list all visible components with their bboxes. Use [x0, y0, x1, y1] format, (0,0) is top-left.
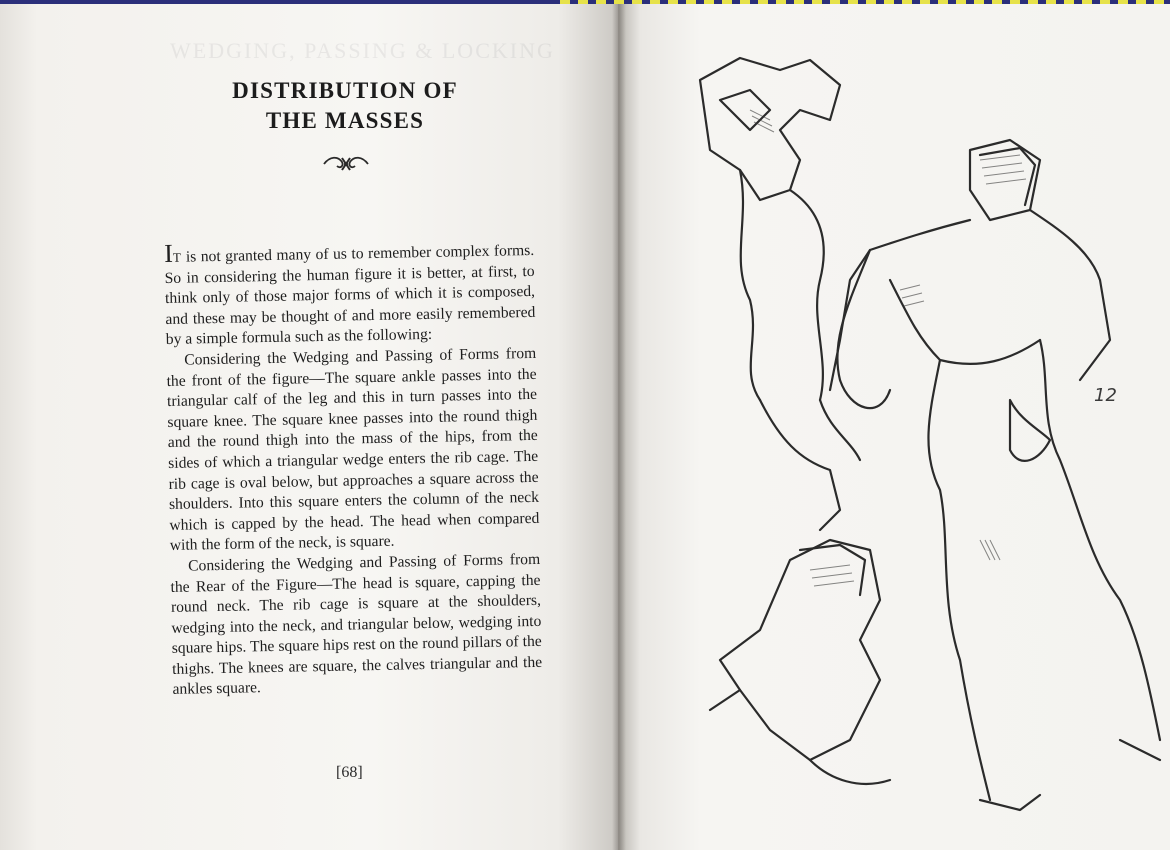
- margin-note: 12: [1094, 385, 1117, 406]
- left-page-number: [68]: [336, 764, 363, 781]
- figure-mass-sketch: [680, 40, 1170, 840]
- chapter-title-line-2: THE MASSES: [265, 108, 425, 133]
- opening-small-cap: T: [172, 249, 182, 265]
- paragraph-2: Considering the Wedging and Passing of Forms from the front of the figure—The square ankle passes into the triangular calf of the leg and this in turn passes into the square knee. The square knee passes into the round thigh and the round thigh into the mass of the hips, from the sides of which a triangular wedge enters the rib cage. The rib cage is oval below, but approaches a square across the shoulders. Into this square enters the column of the neck which is capped by the head. The head when compared with the form of the neck, is square.: [166, 344, 540, 555]
- bleed-through-text: WEDGING, PASSING & LOCKING: [170, 38, 555, 63]
- chapter-title-line-1: DISTRIBUTION OF: [232, 78, 458, 103]
- chapter-body-text: [164, 237, 543, 701]
- paragraph-3: Considering the Wedging and Passing of Forms from the Rear of the Figure—The head is square, capping the round neck. The rib cage is square at the shoulders, wedging into the neck, and triangular below, wedging into square hips. The square hips rest on the round pillars of the thighs. The knees are square, the calves triangular and the ankles square.: [170, 550, 543, 699]
- drop-cap: I: [163, 238, 174, 268]
- paragraph-1: [164, 237, 536, 351]
- fleuron-ornament-icon: [316, 150, 376, 174]
- paragraph-1-text: is not granted many of us to remember complex forms. So in considering the human figure it is better, at first, to think only of those major forms of which it is composed, and these may be thought of and more easily remembered by a simple formula such as the following:: [164, 241, 536, 349]
- book-gutter: [612, 4, 626, 850]
